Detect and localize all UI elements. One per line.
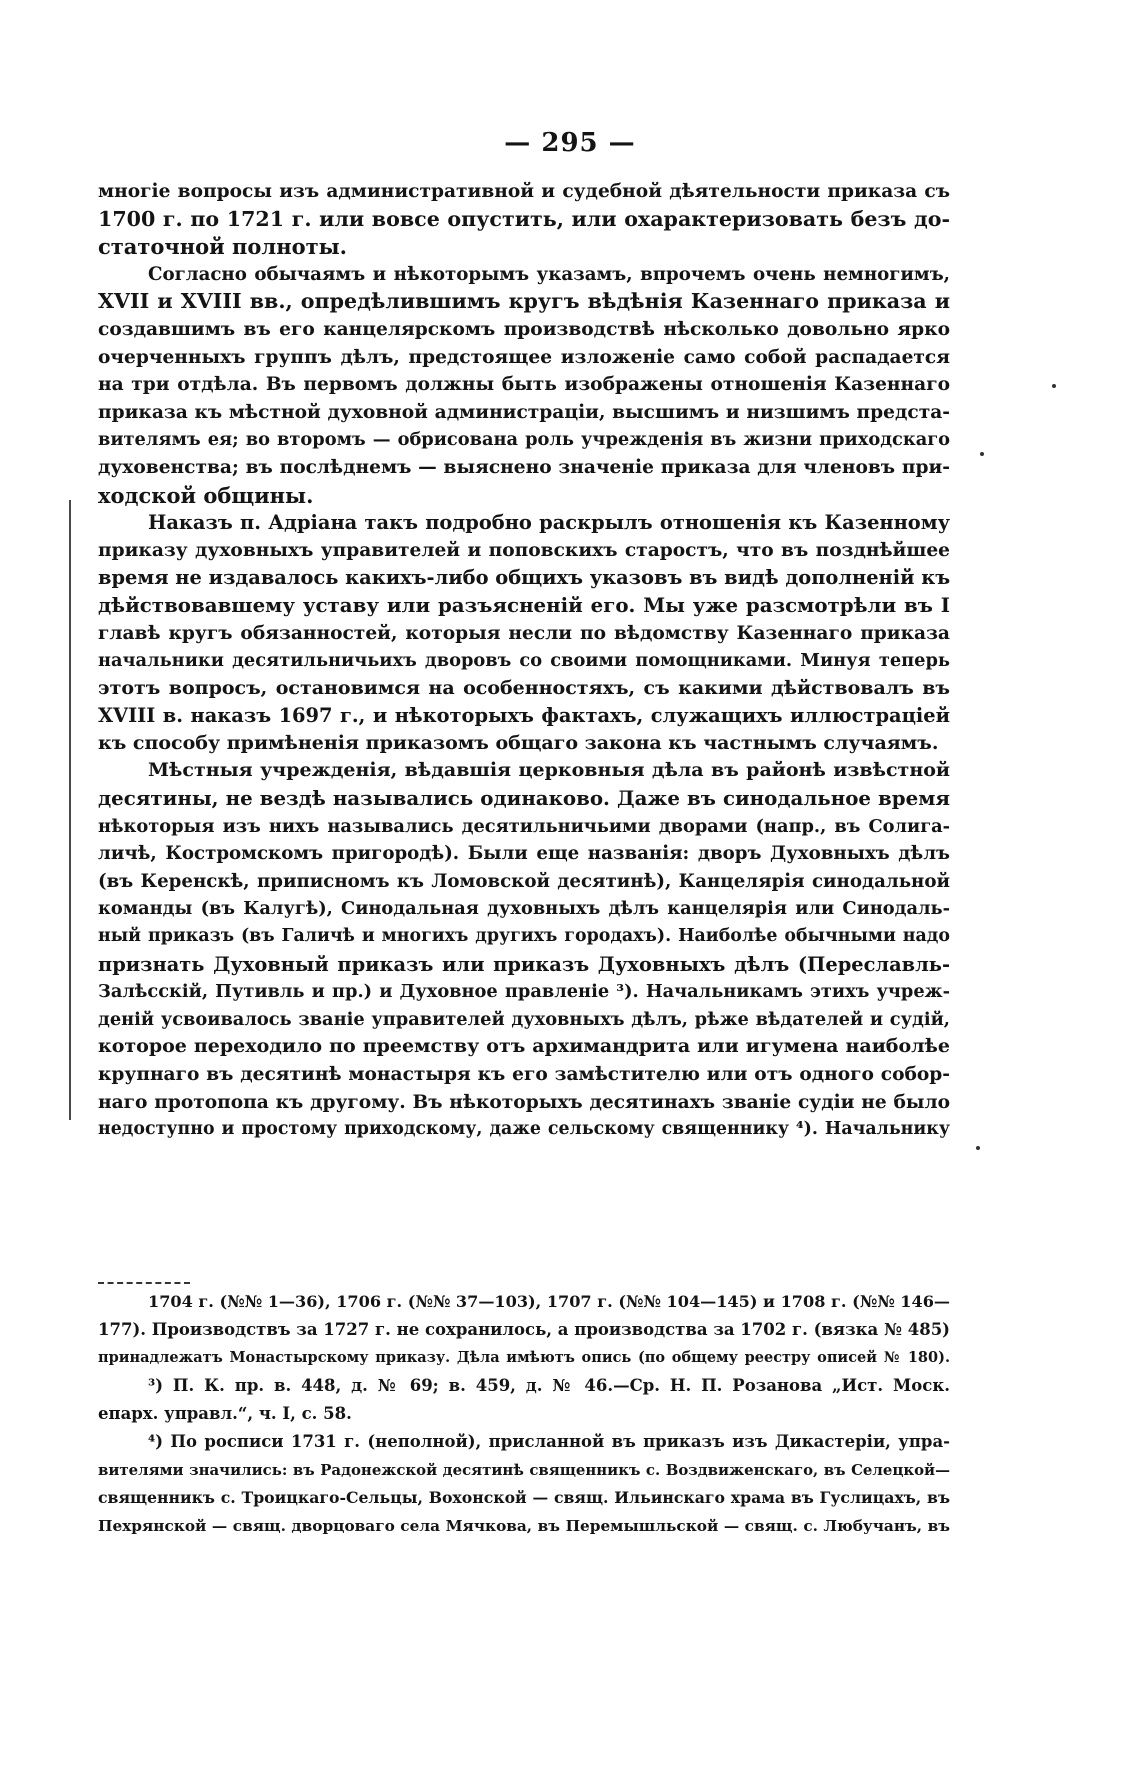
text-line: недоступно и простому приходскому, даже сельскому священнику ⁴). Начальнику <box>98 1119 950 1140</box>
text-line: 1700 г. по 1721 г. или вовсе опустить, или охарактеризовать безъ до- <box>98 206 950 231</box>
footnote-line: 1704 г. (№№ 1—36), 1706 г. (№№ 37—103), 1707 г. (№№ 104—145) и 1708 г. (№№ 146— <box>148 1292 950 1311</box>
text-line: духовенства; въ послѣднемъ — выяснено значеніе приказа для членовъ при- <box>98 456 950 478</box>
text-line: нѣкоторыя изъ нихъ назывались десятильничьими дворами (напр., въ Солига- <box>98 815 950 837</box>
text-line: главѣ кругъ обязанностей, которыя несли по вѣдомству Казеннаго приказа <box>98 622 950 644</box>
text-line: ходской общины. <box>98 482 314 508</box>
text-line: Мѣстныя учрежденія, вѣдавшія церковныя дѣла въ районѣ извѣстной <box>148 759 950 782</box>
text-line: дѣйствовавшему уставу или разъясненій его. Мы уже разсмотрѣли въ I <box>98 592 950 617</box>
footnote-line: епарх. управл.“, ч. I, с. 58. <box>98 1404 352 1423</box>
text-line: команды (въ Калугѣ), Синодальная духовныхъ дѣлъ канцелярія или Синодаль- <box>98 898 950 920</box>
text-line: крупнаго въ десятинѣ монастыря къ его замѣстителю или отъ одного собор- <box>98 1064 950 1085</box>
text-line: (въ Керенскѣ, приписномъ къ Ломовской десятинѣ), Канцелярія синодальной <box>98 870 950 892</box>
footnote-line: ³) П. К. пр. в. 448, д. № 69; в. 459, д. № 46.—Ср. Н. П. Розанова „Ист. Моск. <box>148 1376 950 1395</box>
text-line: XVIII в. наказъ 1697 г., и нѣкоторыхъ фактахъ, служащихъ иллюстраціей <box>98 704 950 728</box>
text-line: Залѣсскій, Путивль и пр.) и Духовное правленіе ³). Начальникамъ этихъ учреж- <box>98 981 950 1003</box>
footnote-line: 177). Производствъ за 1727 г. не сохранилось, а производства за 1702 г. (вязка № 485) <box>98 1320 950 1339</box>
text-line: многіе вопросы изъ административной и судебной дѣятельности приказа съ <box>98 181 950 202</box>
main-text <box>98 178 950 1144</box>
text-line: ный приказъ (въ Галичѣ и многихъ другихъ городахъ). Наиболѣе обычными надо <box>98 926 950 947</box>
footnote-line: ⁴) По росписи 1731 г. (неполной), присланной въ приказъ изъ Дикастеріи, упра- <box>148 1432 950 1451</box>
footnote-separator <box>98 1282 190 1284</box>
footnote-line: принадлежатъ Монастырскому приказу. Дѣла имѣютъ опись (по общему реестру описей № 180). <box>98 1349 950 1366</box>
text-line: время не издавалось какихъ-либо общихъ указовъ въ видѣ дополненій къ <box>98 566 950 590</box>
text-line: признать Духовный приказъ или приказъ Духовныхъ дѣлъ (Переславль- <box>98 952 950 976</box>
text-line: создавшимъ въ его канцелярскомъ производствѣ нѣсколько довольно ярко <box>98 318 950 340</box>
text-line: Наказъ п. Адріана такъ подробно раскрылъ отношенія къ Казенному <box>148 511 950 535</box>
page-number: — 295 — <box>504 128 636 158</box>
text-line: Согласно обычаямъ и нѣкоторымъ указамъ, впрочемъ очень немногимъ, <box>148 263 950 285</box>
footnotes <box>98 1288 950 1540</box>
text-line: приказа къ мѣстной духовной администраціи, высшимъ и низшимъ предста- <box>98 401 950 423</box>
text-line: къ способу примѣненія приказомъ общаго закона къ частнымъ случаямъ. <box>98 731 939 754</box>
scan-speck <box>1052 384 1056 388</box>
text-line: очерченныхъ группъ дѣлъ, предстоящее изложеніе само собой распадается <box>98 346 950 368</box>
footnote-line: Пехрянской — свящ. дворцоваго села Мячкова, въ Перемышльской — свящ. с. Любучанъ, въ <box>98 1517 950 1535</box>
text-line: статочной полноты. <box>98 234 347 260</box>
text-line: XVII и XVIII вв., опредѣлившимъ кругъ вѣдѣнія Казеннаго приказа и <box>98 289 950 314</box>
text-line: личѣ, Костромскомъ пригородѣ). Были еще названія: дворъ Духовныхъ дѣлъ <box>98 843 950 865</box>
scan-speck <box>980 452 984 456</box>
footnote-line: вителями значились: въ Радонежской десятинѣ священникъ с. Воздвиженскаго, въ Селецкой— <box>98 1461 950 1479</box>
text-line: приказу духовныхъ управителей и поповскихъ старостъ, что въ позднѣйшее <box>98 539 950 561</box>
text-line: десятины, не вездѣ назывались одинаково. Даже въ синодальное время <box>98 786 950 811</box>
text-line: которое переходило по преемству отъ архимандрита или игумена наиболѣе <box>98 1035 950 1058</box>
text-line: наго протопопа къ другому. Въ нѣкоторыхъ десятинахъ званіе судіи не было <box>98 1091 950 1113</box>
text-line: на три отдѣла. Въ первомъ должны быть изображены отношенія Казеннаго <box>98 374 950 396</box>
text-line: деній усвоивалось званіе управителей духовныхъ дѣлъ, рѣже вѣдателей и судій, <box>98 1008 950 1030</box>
scan-speck <box>976 1146 980 1150</box>
text-line: начальники десятильничьихъ дворовъ со своими помощниками. Минуя теперь <box>98 650 950 672</box>
footnote-line: священникъ с. Троицкаго-Сельцы, Вохонской — свящ. Ильинскаго храма въ Гуслицахъ, въ <box>98 1488 950 1507</box>
text-line: этотъ вопросъ, остановимся на особенностяхъ, съ какими дѣйствовалъ въ <box>98 676 950 699</box>
scan-margin-line <box>69 500 71 1120</box>
text-line: вителямъ ея; во второмъ — обрисована роль учрежденія въ жизни приходскаго <box>98 429 950 451</box>
